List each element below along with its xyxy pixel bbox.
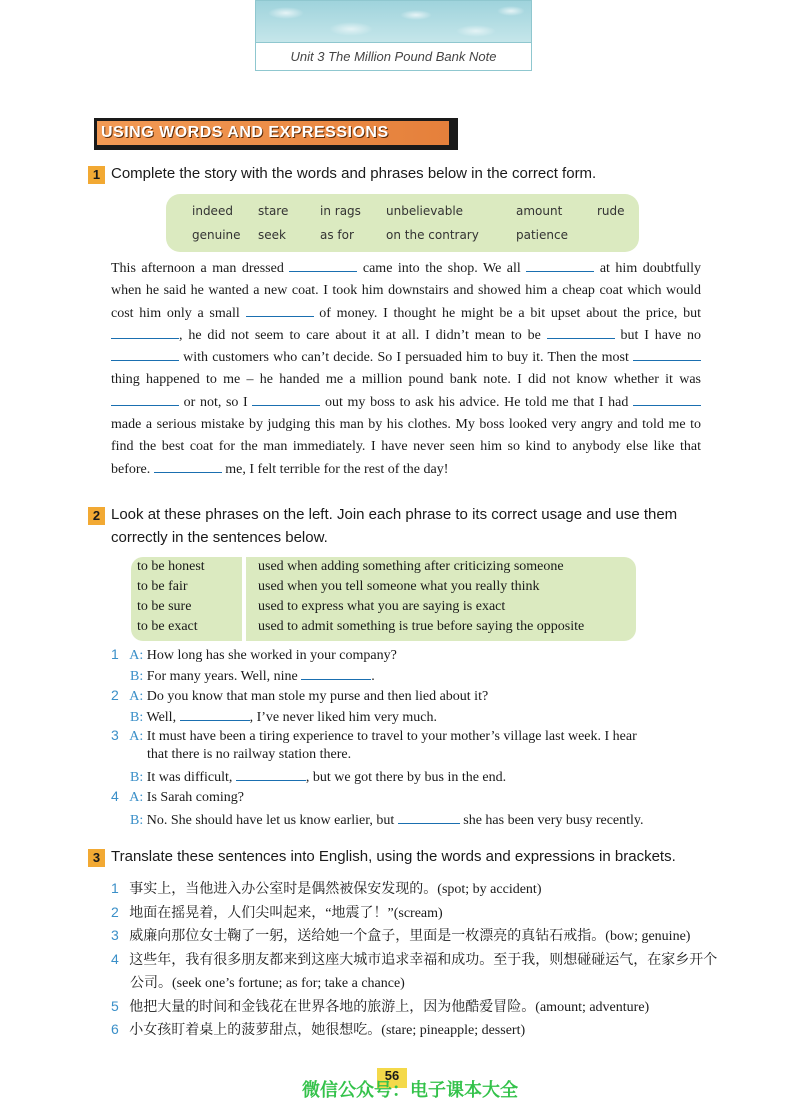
- answer-blank[interactable]: [547, 325, 615, 339]
- answer-blank[interactable]: [236, 767, 306, 781]
- exercise-1-number: 1: [88, 166, 105, 184]
- translation-item-3: [111, 925, 690, 945]
- exercise-3-instruction: Translate these sentences into English, using the words and expressions in brackets.: [111, 848, 676, 865]
- exercise-2-instruction-cont: correctly in the sentences below.: [111, 529, 328, 546]
- dialogue-3-a-cont: that there is no railway station there.: [147, 747, 352, 762]
- word-item: rude: [597, 204, 625, 218]
- chinese-sentence: 地面在摇晃着，人们尖叫起来，“地震了！”: [129, 906, 394, 921]
- dialogue-3-b: [130, 767, 506, 786]
- usage-item: used when you tell someone what you really think: [258, 579, 540, 594]
- unit-header: [255, 0, 532, 71]
- exercise-2-number: 2: [88, 507, 105, 525]
- chinese-sentence: 公司。: [130, 976, 172, 991]
- translation-item-1: [111, 878, 541, 898]
- usage-item: used when adding something after criticizing someone: [258, 559, 564, 574]
- translation-item-4-cont: [130, 972, 405, 992]
- chinese-sentence: 小女孩盯着桌上的菠萝甜点，她很想吃。: [129, 1023, 382, 1038]
- speaker-b: B:: [130, 770, 144, 785]
- story-text: This afternoon a man dressed: [111, 261, 284, 276]
- phrase-item: to be fair: [137, 579, 188, 594]
- exercise-2-instruction: Look at these phrases on the left. Join each phrase to its correct usage and use them: [111, 506, 678, 523]
- word-item: patience: [516, 228, 568, 242]
- translation-item-4: [111, 949, 717, 969]
- speaker-a: A:: [129, 648, 144, 663]
- word-box: [166, 194, 639, 252]
- speaker-b: B:: [130, 669, 144, 684]
- word-item: amount: [516, 204, 563, 218]
- item-number: 3: [111, 927, 119, 943]
- dialogue-number: 2: [111, 687, 119, 703]
- section-banner: [94, 118, 458, 150]
- answer-blank[interactable]: [526, 258, 594, 272]
- exercise-1-instruction: Complete the story with the words and phrases below in the correct form.: [111, 165, 597, 182]
- answer-blank[interactable]: [633, 392, 701, 406]
- answer-blank[interactable]: [180, 707, 250, 721]
- story-text: thing happened to me – he handed me a million pound bank note. I did not know whether it was: [111, 372, 701, 388]
- exercise-3-number: 3: [88, 849, 105, 867]
- item-number: 6: [111, 1021, 119, 1037]
- translation-item-2: [111, 902, 443, 922]
- speaker-a: A:: [129, 790, 144, 805]
- item-number: 2: [111, 904, 119, 920]
- answer-blank[interactable]: [252, 392, 320, 406]
- chinese-sentence: 事实上，当他进入办公室时是偶然被保安发现的。: [129, 882, 438, 897]
- unit-title: Unit 3 The Million Pound Bank Note: [290, 49, 497, 64]
- story-text: at him doubtfully when he said he wanted a new coat. I took him downstairs and showed him a cheap coat which would cost him only a small: [111, 261, 702, 321]
- hint-words: (seek one’s fortune; as for; take a chance): [172, 976, 405, 991]
- story-text: with customers who can’t decide. So I persuaded him to buy it. Then the most: [183, 350, 629, 366]
- dialogue-text: Do you know that man stole my purse and then lied about it?: [146, 689, 489, 704]
- story-paragraph: [111, 258, 701, 481]
- dialogue-text: .: [371, 669, 375, 684]
- story-text: me, I felt terrible for the rest of the day!: [225, 461, 449, 477]
- answer-blank[interactable]: [111, 325, 179, 339]
- answer-blank[interactable]: [154, 459, 222, 473]
- page-number: 56: [377, 1068, 407, 1088]
- word-item: seek: [258, 228, 286, 242]
- story-text: of money. I thought he might be a bit upset about the price, but: [319, 305, 702, 321]
- item-number: 4: [111, 951, 119, 967]
- story-text: but I have no: [620, 327, 702, 343]
- dialogue-text: Is Sarah coming?: [146, 790, 244, 805]
- dialogue-4-b: [130, 810, 644, 829]
- usage-item: used to express what you are saying is exact: [258, 599, 506, 614]
- hint-words: (bow; genuine): [605, 929, 691, 944]
- answer-blank[interactable]: [398, 810, 460, 824]
- dialogue-text: It was difficult,: [146, 770, 233, 785]
- speaker-b: B:: [130, 813, 144, 828]
- dialogue-text: It must have been a tiring experience to travel to your mother’s village last week. I hear: [146, 729, 637, 744]
- speaker-b: B:: [130, 710, 144, 725]
- speaker-a: A:: [129, 689, 144, 704]
- answer-blank[interactable]: [289, 258, 357, 272]
- translation-item-6: [111, 1019, 525, 1039]
- phrase-item: to be sure: [137, 599, 192, 614]
- chinese-sentence: 他把大量的时间和金钱花在世界各地的旅游上，因为他酷爱冒险。: [129, 1000, 536, 1015]
- item-number: 5: [111, 998, 119, 1014]
- word-item: indeed: [192, 204, 233, 218]
- dialogue-text: How long has she worked in your company?: [146, 648, 397, 663]
- answer-blank[interactable]: [633, 347, 701, 361]
- answer-blank[interactable]: [111, 392, 179, 406]
- story-text: , he did not seem to care about it at all. I didn’t mean to be: [179, 327, 541, 343]
- usage-item: used to admit something is true before saying the opposite: [258, 619, 585, 634]
- dialogue-text: , but we got there by bus in the end.: [305, 770, 507, 785]
- hint-words: (scream): [393, 906, 443, 921]
- word-item: genuine: [192, 228, 241, 242]
- dialogue-2-a: [111, 687, 488, 705]
- chinese-sentence: 威廉向那位女士鞠了一躬，送给她一个盒子，里面是一枚漂亮的真钻石戒指。: [129, 929, 606, 944]
- hint-words: (amount; adventure): [535, 1000, 650, 1015]
- answer-blank[interactable]: [301, 666, 371, 680]
- story-text: made a serious mistake by judging this man by his clothes. My boss looked very angry and told me to find the best coat for the man immediately. I have never seen him so kind to anybody else like that before.: [111, 417, 701, 477]
- dialogue-text: , I’ve never liked him very much.: [249, 710, 437, 725]
- dialogue-2-b: [130, 707, 437, 726]
- phrase-item: to be honest: [137, 559, 205, 574]
- dialogue-text: No. She should have let us know earlier, but: [146, 813, 395, 828]
- section-title: USING WORDS AND EXPRESSIONS: [97, 121, 449, 145]
- hint-words: (stare; pineapple; dessert): [381, 1023, 526, 1038]
- phrase-matching-box: [131, 557, 636, 641]
- chinese-sentence: 这些年，我有很多朋友都来到这座大城市追求幸福和成功。至于我，则想碰碰运气，在家乡开个: [129, 953, 718, 968]
- dialogue-number: 1: [111, 646, 119, 662]
- story-text: out my boss to ask his advice. He told me that I had: [325, 394, 629, 410]
- header-sky-image: [256, 1, 531, 43]
- answer-blank[interactable]: [246, 303, 314, 317]
- dialogue-text: she has been very busy recently.: [463, 813, 644, 828]
- story-text: or not, so I: [183, 394, 248, 410]
- story-text: came into the shop. We all: [362, 261, 521, 276]
- hint-words: (spot; by accident): [437, 882, 542, 897]
- footer-watermark-text: 微信公众号：电子课本大全: [302, 1080, 518, 1101]
- item-number: 1: [111, 880, 119, 896]
- answer-blank[interactable]: [111, 347, 179, 361]
- dialogue-4-a: [111, 788, 244, 806]
- dialogue-1-b: [130, 666, 375, 685]
- dialogue-number: 3: [111, 727, 119, 743]
- dialogue-text: For many years. Well, nine: [146, 669, 298, 684]
- translation-item-5: [111, 996, 649, 1016]
- dialogue-text: Well,: [146, 710, 177, 725]
- word-item: in rags: [320, 204, 361, 218]
- word-item: as for: [320, 228, 354, 242]
- word-item: unbelievable: [386, 204, 464, 218]
- dialogue-1-a: [111, 646, 397, 664]
- phrase-item: to be exact: [137, 619, 198, 634]
- dialogue-number: 4: [111, 788, 119, 804]
- dialogue-3-a: [111, 727, 637, 745]
- word-item: on the contrary: [386, 228, 479, 242]
- word-item: stare: [258, 204, 289, 218]
- speaker-a: A:: [129, 729, 144, 744]
